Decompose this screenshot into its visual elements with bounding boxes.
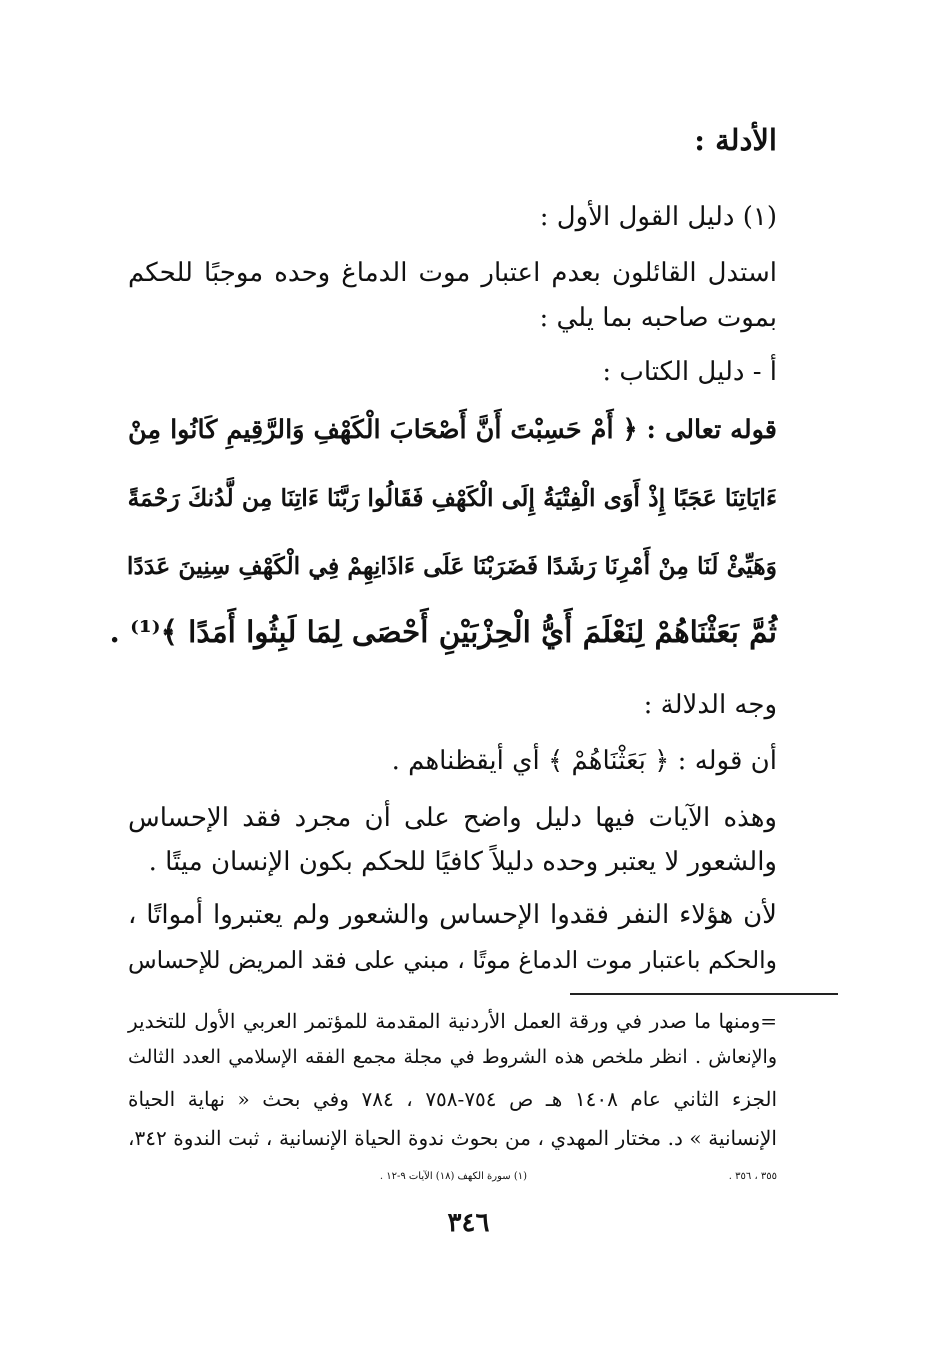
paragraph-line: لأن هؤلاء النفر فقدوا الإحساس والشعور ولم يعتبروا أمواتًا ، <box>128 900 777 930</box>
page-number: ٣٤٦ <box>447 1208 490 1238</box>
subsection-heading: أ - دليل الكتاب : <box>602 357 777 387</box>
dalala-line: أن قوله : ﴿ بَعَثْنَاهُمْ ﴾ أي أيقظناهم . <box>391 746 777 776</box>
quran-verse-line: ثُمَّ بَعَثْنَاهُمْ لِنَعْلَمَ أَيُّ الْحِزْبَيْنِ أَحْصَى لِمَا لَبِثُوا أَمَدًا ﴾⁽¹⁾ . <box>109 614 777 649</box>
paragraph-line: بموت صاحبه بما يلي : <box>539 303 777 333</box>
footnote-line: الجزء الثاني عام ١٤٠٨ هـ ص ٧٥٤-٧٥٨ ، ٧٨٤ وفي بحث « نهاية الحياة <box>128 1087 777 1111</box>
paragraph-line: استدل القائلون بعدم اعتبار موت الدماغ وحده موجبًا للحكم <box>128 258 777 288</box>
quran-verse-line: ءَايَاتِنَا عَجَبًا إِذْ أَوَى الْفِتْيَةُ إِلَى الْكَهْفِ فَقَالُوا رَبَّنَا ءَاتِنَا مِن لَّدُنكَ رَحْمَةً <box>127 484 777 512</box>
footnote-separator <box>570 993 838 995</box>
footnote-line: =ومنها ما صدر في ورقة العمل الأردنية المقدمة للمؤتمر العربي الأول للتخدير <box>128 1009 777 1033</box>
paragraph-line: والشعور لا يعتبر وحده دليلاً كافيًا للحكم بكون الإنسان ميتًا . <box>148 847 777 877</box>
paragraph-line: والحكم باعتبار موت الدماغ موتًا ، مبني على فقد المريض للإحساس <box>128 946 777 974</box>
quran-verse-line: قوله تعالى : ﴿ أَمْ حَسِبْتَ أَنَّ أَصْحَابَ الْكَهْفِ وَالرَّقِيمِ كَانُوا مِنْ <box>128 415 777 445</box>
footnote-line: والإنعاش . انظر ملخص هذه الشروط في مجلة مجمع الفقه الإسلامي العدد الثالث <box>128 1046 777 1068</box>
dalala-heading: وجه الدلالة : <box>643 690 777 720</box>
footnote-line: الإنسانية » د. مختار المهدي ، من بحوث ندوة الحياة الإنسانية ، ثبت الندوة ٣٤٢، <box>128 1126 777 1150</box>
quran-verse-line: وَهَيِّئْ لَنَا مِنْ أَمْرِنَا رَشَدًا فَضَرَبْنَا عَلَى ءَاذَانِهِمْ فِي الْكَهْفِ سِنِينَ عَدَدًا <box>126 552 777 580</box>
paragraph-line: وهذه الآيات فيها دليل واضح على أن مجرد فقد الإحساس <box>128 803 777 833</box>
section-heading: الأدلة : <box>694 123 777 157</box>
footnote-reference: (١) سورة الكهف (١٨) الآيات ٩-١٢ . <box>379 1171 527 1182</box>
footnote-continuation: ٣٥٥ ، ٣٥٦ . <box>728 1171 777 1182</box>
subheading-first-opinion: (١) دليل القول الأول : <box>539 202 777 232</box>
